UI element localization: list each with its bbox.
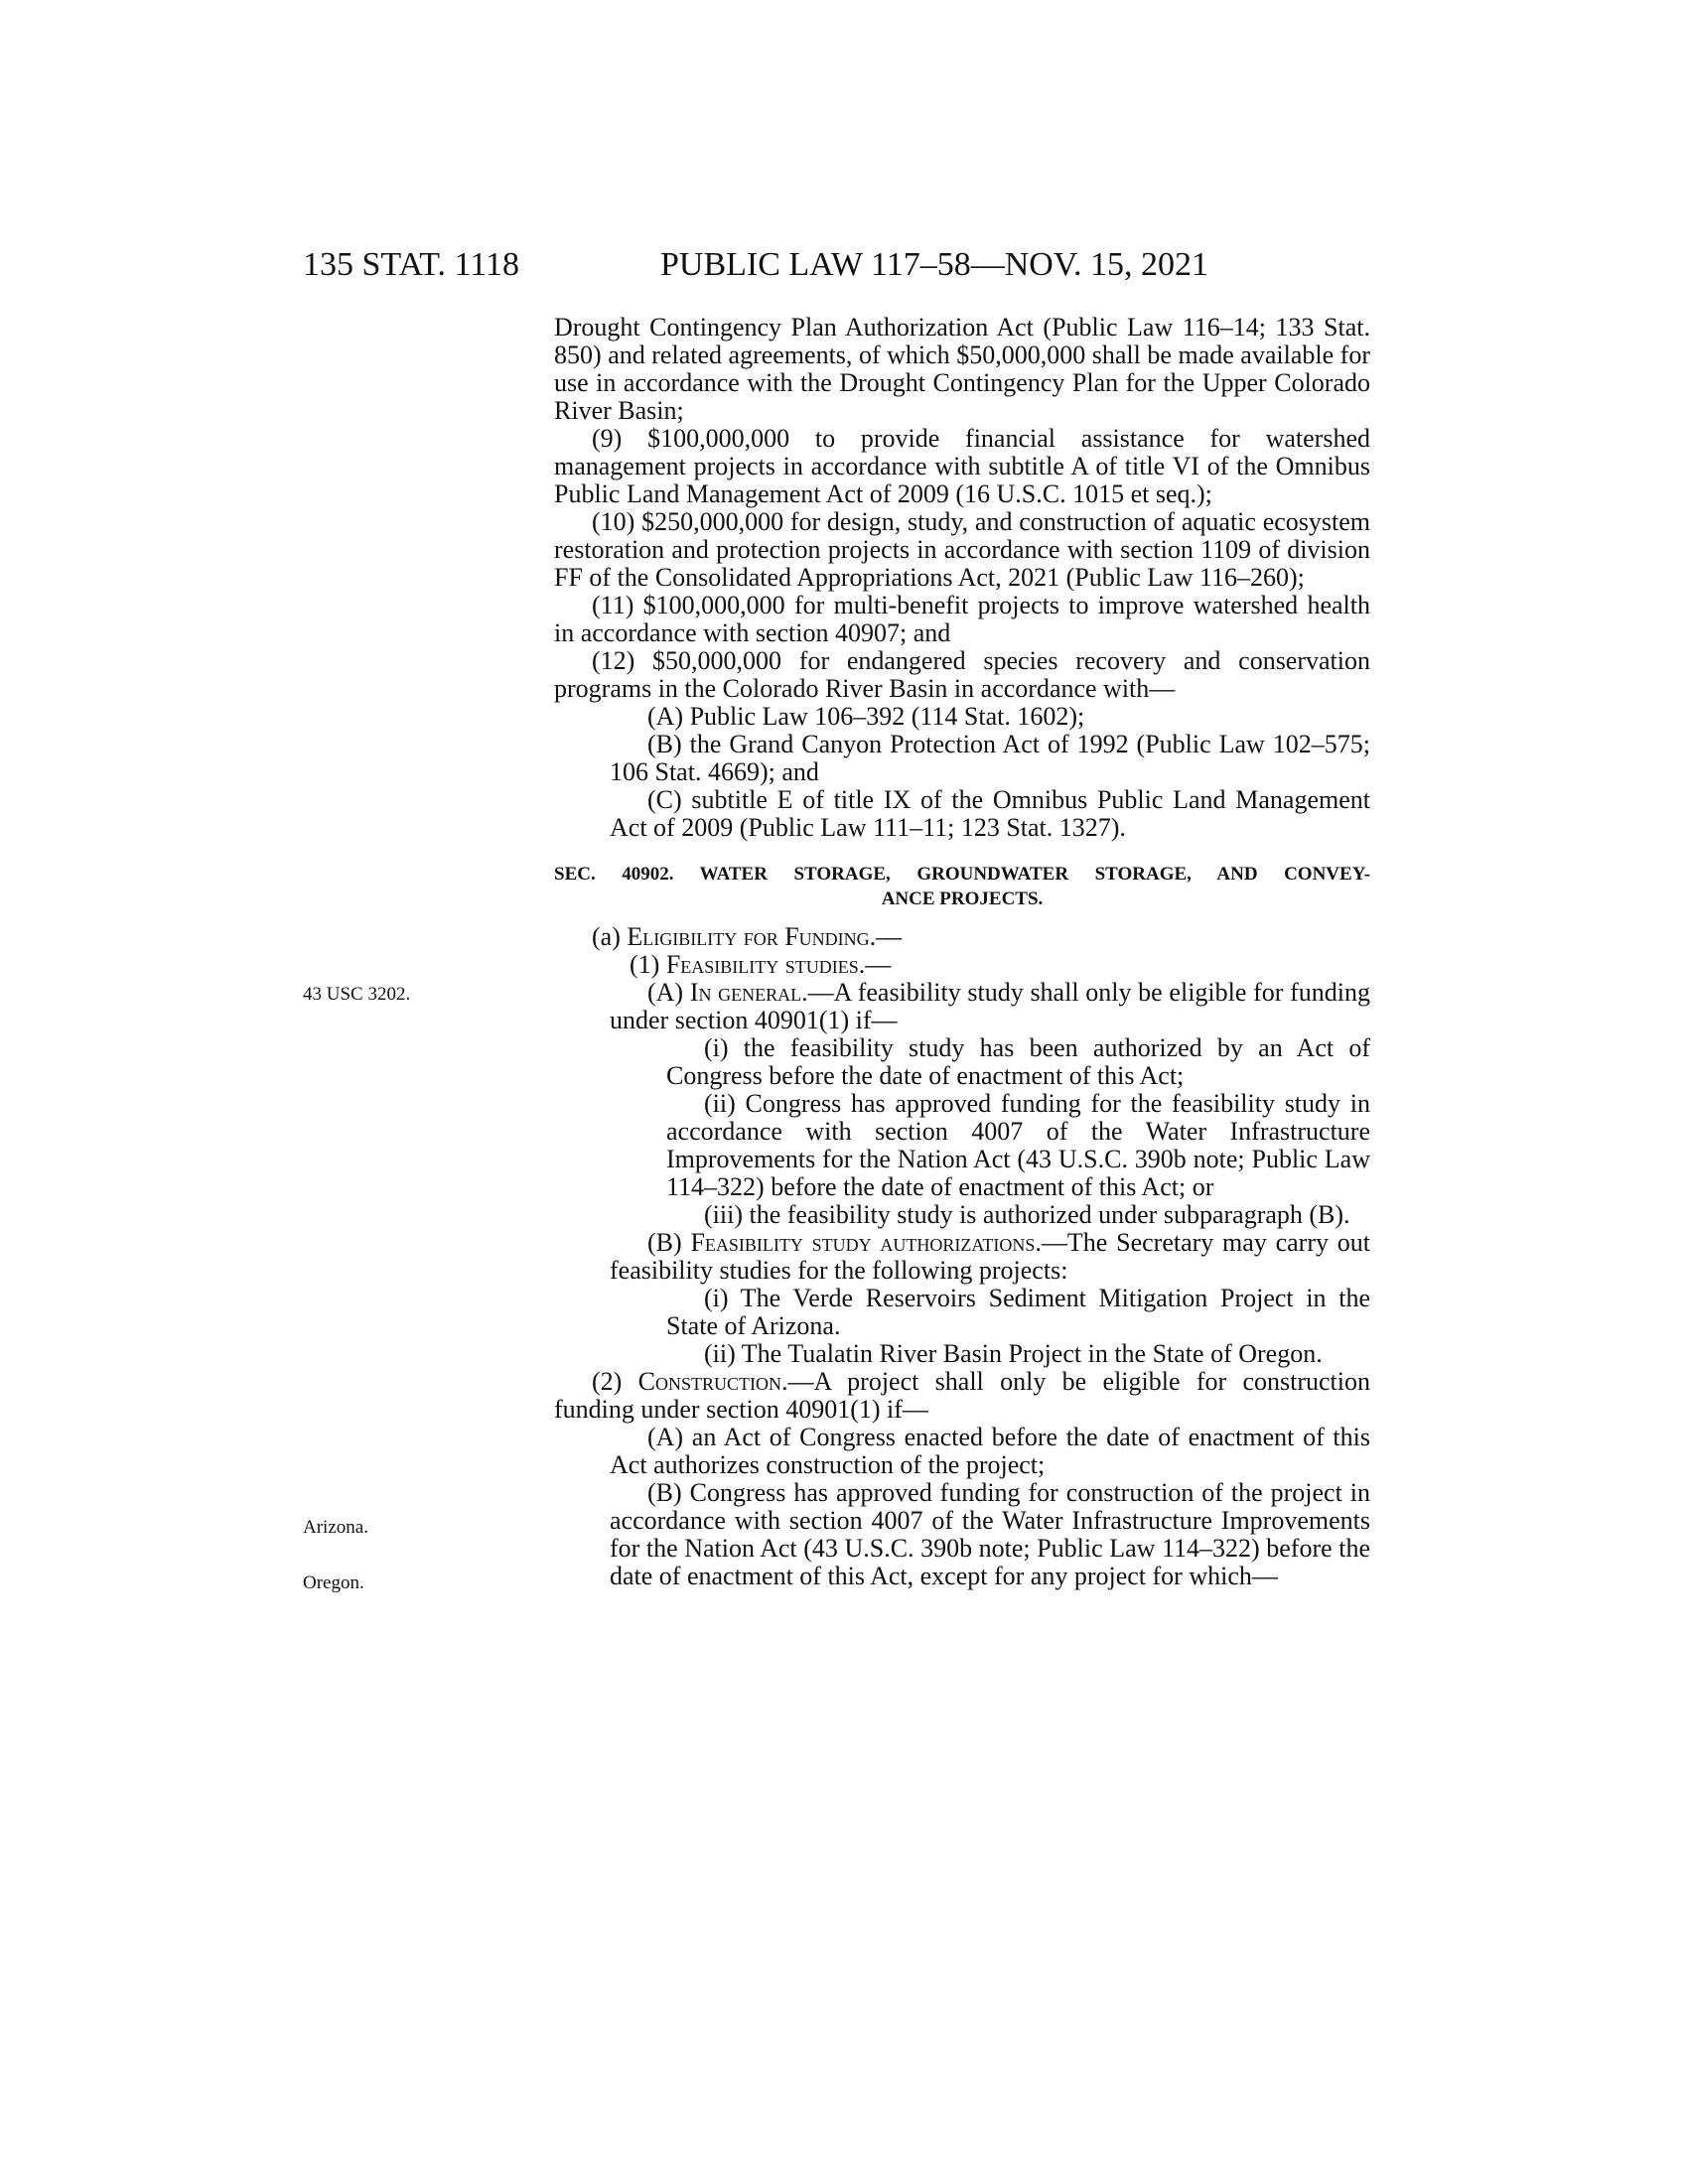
paragraph-a-2 <box>554 1368 1370 1424</box>
paragraph-a-1-label: (1) <box>630 950 666 979</box>
paragraph-a-1-heading: Feasibility studies. <box>665 950 866 979</box>
paragraph-a-2-text: —A project shall only be eligible for construction funding under section 40901(1) if— <box>554 1367 1370 1424</box>
clause-a-1-a-i: (i) the feasibility study has been authorized by an Act of Congress before the date of enactment of this Act; <box>666 1033 1370 1090</box>
subparagraph-a-1-a-label: (A) <box>647 978 690 1007</box>
subparagraph-a-1-a <box>554 979 1370 1034</box>
margin-note-usc: 43 USC 3202. <box>303 984 411 1005</box>
clause-a-1-b-i: (i) The Verde Reservoirs Sediment Mitigation Project in the State of Arizona. <box>666 1284 1370 1340</box>
subparagraph-a-2-b: (B) Congress has approved funding for construction of the project in accordance with section 4007 of the Water Infrastructure Improvements for the Nation Act (43 U.S.C. 390b note; Public Law 114–322) before the date of enactment of this Act, except for any project for which— <box>610 1478 1370 1590</box>
paragraph-continued: Drought Contingency Plan Authorization Act (Public Law 116–14; 133 Stat. 850) and related agreements, of which $50,000,000 shall be made available for use in accordance with the Drought Contingency Plan for the Upper Colorado River Basin; <box>554 313 1370 425</box>
paragraph-11: (11) $100,000,000 for multi-benefit projects to improve watershed health in accordance with section 40907; and <box>554 591 1370 647</box>
page-reference: 135 STAT. 1118 <box>303 246 519 283</box>
paragraph-9: (9) $100,000,000 to provide financial assistance for watershed management projects in accordance with subtitle A of title VI of the Omnibus Public Land Management Act of 2009 (16 U.S.C. 1015 et seq.); <box>554 424 1370 508</box>
paragraph-12: (12) $50,000,000 for endangered species recovery and conservation programs in the Colorado River Basin in accordance with— <box>554 646 1370 703</box>
paragraph-12-c: (C) subtitle E of title IX of the Omnibus Public Land Management Act of 2009 (Public Law 111–11; 123 Stat. 1327). <box>610 785 1370 842</box>
paragraph-12-a: (A) Public Law 106–392 (114 Stat. 1602); <box>647 702 1085 731</box>
section-heading <box>554 862 1370 911</box>
subsection-a-label: (a) <box>592 922 628 951</box>
section-heading-line-2: ANCE PROJECTS. <box>881 888 1044 909</box>
subparagraph-a-1-b-label: (B) <box>647 1228 691 1257</box>
running-header: PUBLIC LAW 117–58—NOV. 15, 2021 <box>660 246 1209 283</box>
clause-a-1-a-ii: (ii) Congress has approved funding for the feasibility study in accordance with section 4007 of the Water Infrastructure Improvements for the Nation Act (43 U.S.C. 390b note; Public Law 114–322) before the date of enactment of this Act; or <box>666 1089 1370 1201</box>
subparagraph-a-1-b-heading: Feasibility study authorizations. <box>690 1228 1042 1257</box>
section-heading-line-1: SEC. 40902. WATER STORAGE, GROUNDWATER STORAGE, AND CONVEY- <box>554 864 1370 885</box>
clause-a-1-a-iii: (iii) the feasibility study is authorized under subparagraph (B). <box>704 1200 1350 1229</box>
subparagraph-a-1-a-heading: In general. <box>689 978 808 1007</box>
clause-a-1-b-ii: (ii) The Tualatin River Basin Project in the State of Oregon. <box>704 1339 1323 1368</box>
subsection-a <box>554 923 1370 951</box>
subparagraph-a-2-a: (A) an Act of Congress enacted before the date of enactment of this Act authorizes construction of the project; <box>610 1423 1370 1479</box>
subparagraph-a-1-a-text: —A feasibility study shall only be eligible for funding under section 40901(1) if— <box>610 978 1371 1034</box>
paragraph-a-1-dash: — <box>865 950 892 979</box>
paragraph-a-1 <box>554 951 1370 979</box>
margin-note-arizona: Arizona. <box>303 1517 368 1538</box>
paragraph-a-2-label: (2) <box>592 1367 638 1396</box>
subsection-a-dash: — <box>876 922 903 951</box>
margin-note-oregon: Oregon. <box>303 1572 364 1593</box>
subparagraph-a-1-b-text: —The Secretary may carry out feasibility studies for the following projects: <box>610 1228 1370 1285</box>
subparagraph-a-1-b <box>554 1229 1370 1285</box>
paragraph-10: (10) $250,000,000 for design, study, and construction of aquatic ecosystem restoration and protection projects in accordance with section 1109 of division FF of the Consolidated Appropriations Act, 2021 (Public Law 116–260); <box>554 507 1370 592</box>
subsection-a-heading: Eligibility for Funding. <box>627 922 877 951</box>
paragraph-a-2-heading: Construction. <box>637 1367 788 1396</box>
paragraph-12-b: (B) the Grand Canyon Protection Act of 1992 (Public Law 102–575; 106 Stat. 4669); and <box>610 730 1370 786</box>
document-body <box>554 314 1370 1590</box>
